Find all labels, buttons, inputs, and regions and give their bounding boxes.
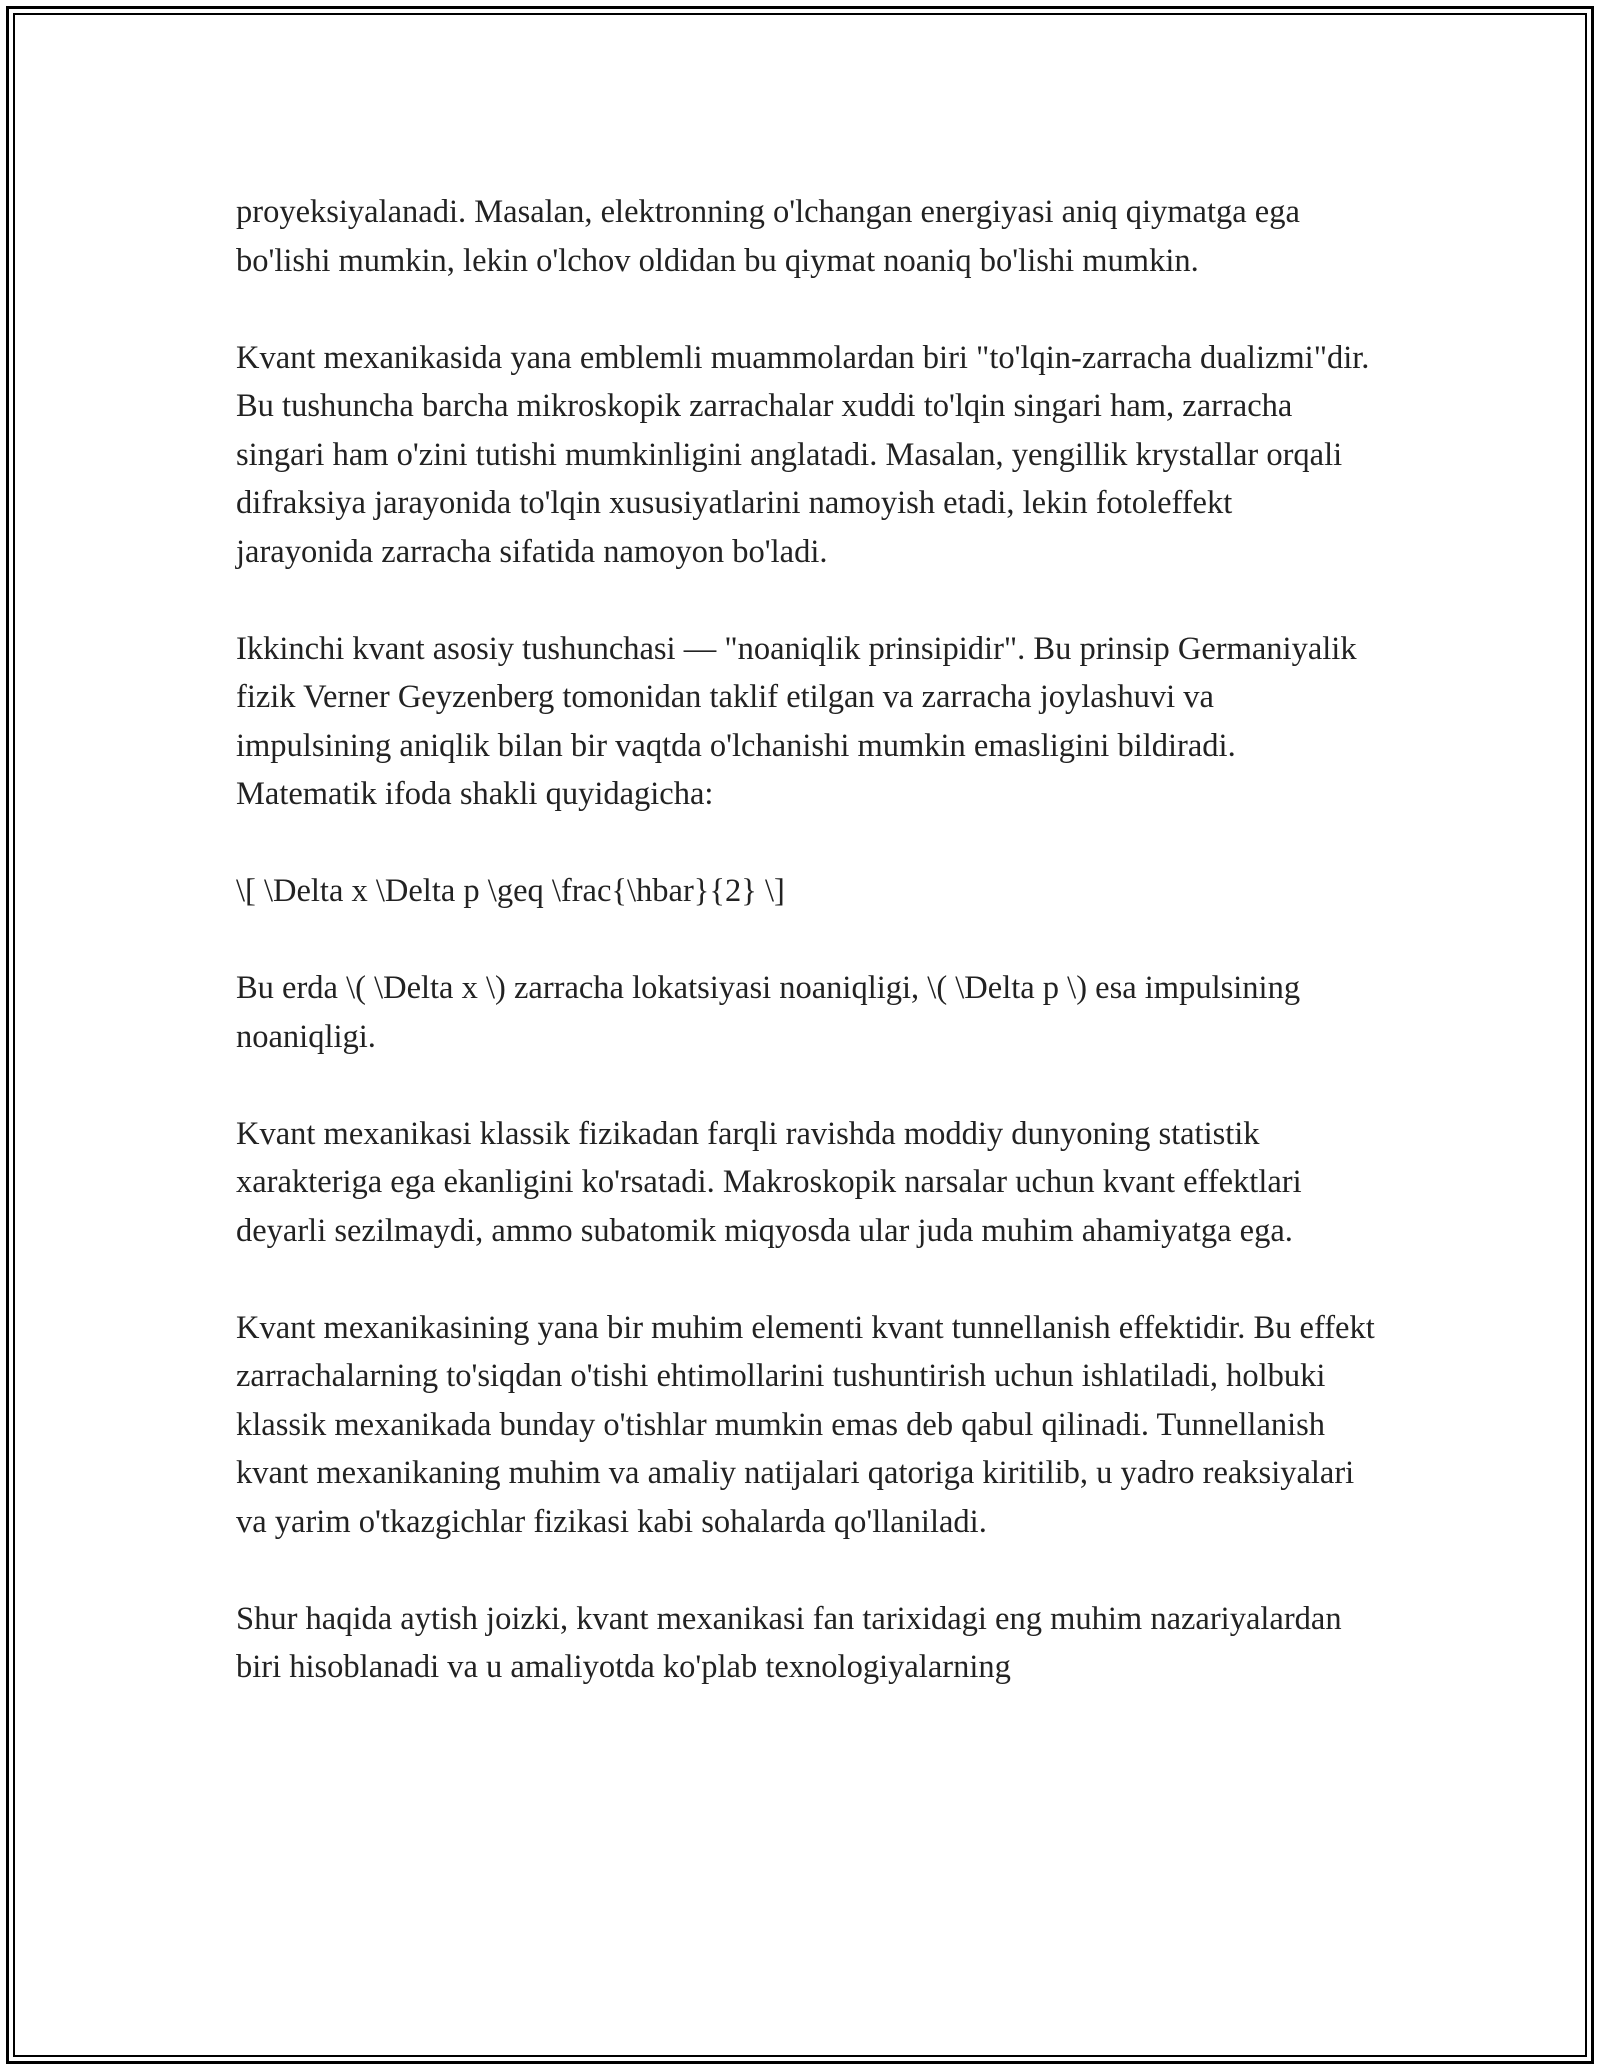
formula-uncertainty: \[ \Delta x \Delta p \geq \frac{\hbar}{2} \]: [236, 873, 785, 909]
paragraph-proyeksiya: proyeksiyalanadi. Masalan, elektronning o'lchangan energiyasi aniq qiymatga ega bo'lishi mumkin, lekin o'lchov oldidan bu qiymat noaniq bo'lishi mumkin.: [236, 194, 1300, 279]
paragraph-formula-explanation: Bu erda \( \Delta x \) zarracha lokatsiyasi noaniqligi, \( \Delta p \) esa impulsining noaniqligi.: [236, 970, 1301, 1055]
paragraph-statistik-xarakter: Kvant mexanikasi klassik fizikadan farqli ravishda moddiy dunyoning statistik xarakteriga ega ekanligini ko'rsatadi. Makroskopik narsalar uchun kvant effektlari deyarli sezilmaydi, ammo subatomik miqyosda ular juda muhim ahamiyatga ega.: [236, 1115, 1302, 1249]
paragraph-dualizm: Kvant mexanikasida yana emblemli muammolardan biri "to'lqin-zarracha dualizmi"dir. Bu tushuncha barcha mikroskopik zarrachalar xuddi to'lqin singari ham, zarracha singari ham o'zini tutishi mumkinligini anglatadi. Masalan, yengillik krystallar orqali difraksiya jarayonida to'lqin xususiyatlarini namoyish etadi, lekin fotoleffekt jarayonida zarracha sifatida namoyon bo'ladi.: [236, 339, 1370, 570]
document-body: [236, 188, 1376, 1692]
paragraph-tunnellanish: Kvant mexanikasining yana bir muhim elementi kvant tunnellanish effektidir. Bu effekt zarrachalarning to'siqdan o'tishi ehtimollarini tushuntirish uchun ishlatiladi, holbuki klassik mexanikada bunday o'tishlar mumkin emas deb qabul qilinadi. Tunnellanish kvant mexanikaning muhim va amaliy natijalari qatoriga kiritilib, u yadro reaksiyalari va yarim o'tkazgichlar fizikasi kabi sohalarda qo'llaniladi.: [236, 1309, 1375, 1540]
paragraph-noaniqlik-prinsipi: Ikkinchi kvant asosiy tushunchasi — "noaniqlik prinsipidir". Bu prinsip Germaniyalik fizik Verner Geyzenberg tomonidan taklif etilgan va zarracha joylashuvi va impulsining aniqlik bilan bir vaqtda o'lchanishi mumkin emasligini bildiradi. Matematik ifoda shakli quyidagicha:: [236, 630, 1357, 812]
paragraph-conclusion: Shur haqida aytish joizki, kvant mexanikasi fan tarixidagi eng muhim nazariyalardan biri hisoblanadi va u amaliyotda ko'plab texnologiyalarning: [236, 1600, 1342, 1685]
